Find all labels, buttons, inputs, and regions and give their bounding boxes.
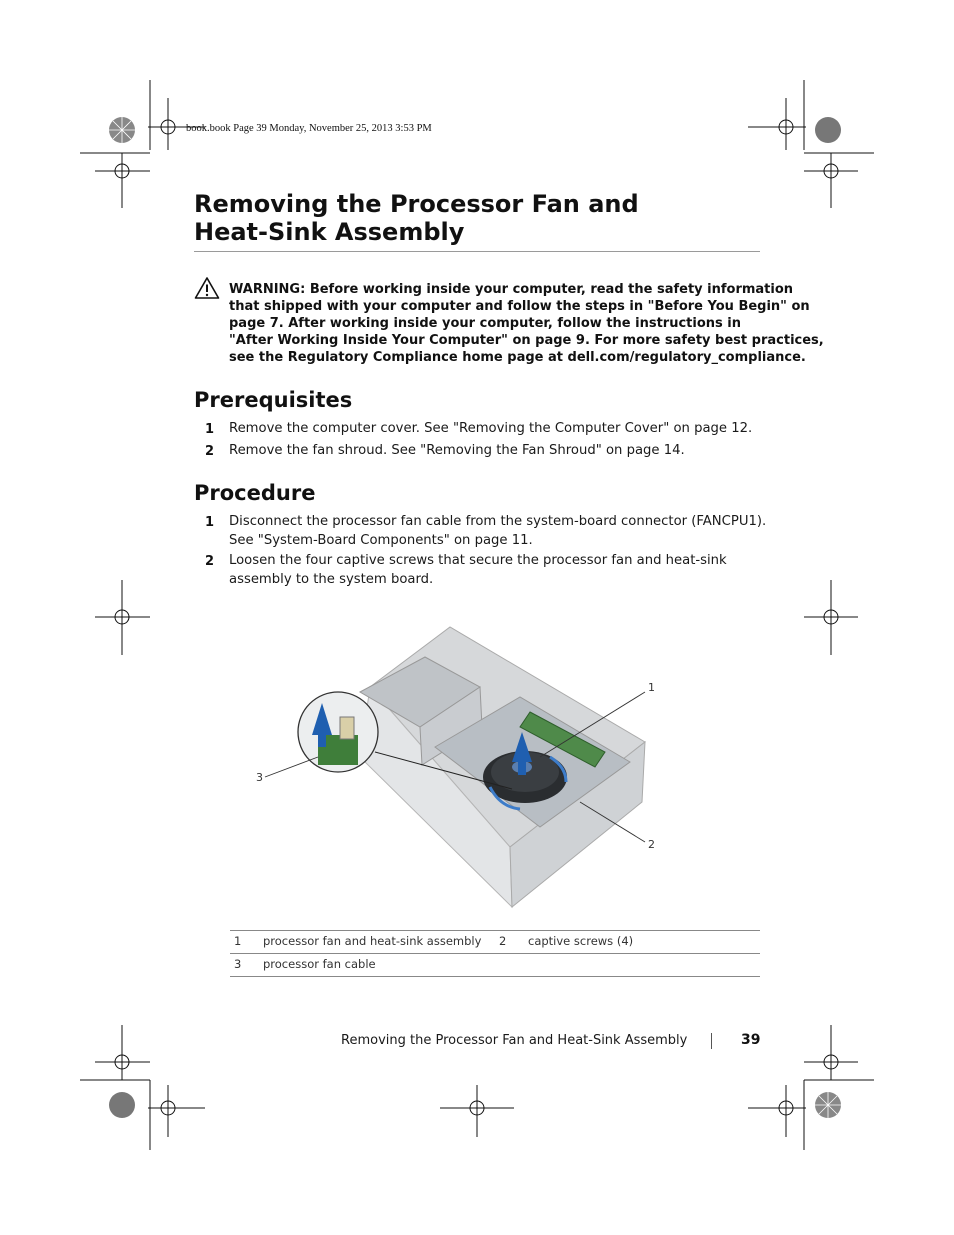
legend-number: 3 [234,957,242,971]
legend-label: processor fan and heat-sink assembly [263,934,482,948]
warning-line: see the Regulatory Compliance home page at dell.com/regulatory_compliance. [229,350,806,365]
prereq-step-line: Remove the fan shroud. See "Removing the Fan Shroud" on page 14. [229,443,685,458]
procedure-step-number: 1 [205,515,215,530]
callout-number: 2 [648,838,655,851]
legend-number: 2 [499,934,507,948]
procedure-step-text [229,513,766,550]
prerequisites-heading: Prerequisites [194,388,353,412]
prereq-step-line: Remove the computer cover. See "Removing the Computer Cover" on page 12. [229,421,753,436]
warning-triangle-icon [194,276,220,300]
procedure-step-number: 2 [205,554,215,569]
heat-sink-illustration [250,617,670,917]
warning-line: WARNING: Before working inside your computer, read the safety information [229,282,794,297]
prereq-step-number: 1 [205,422,215,437]
prereq-step-text [229,442,685,461]
page-number: 39 [741,1032,761,1048]
warning-line: that shipped with your computer and follow the steps in "Before You Begin" on [229,299,810,314]
prereq-step-text [229,420,752,439]
procedure-step-line: Loosen the four captive screws that secure the processor fan and heat-sink [229,553,727,568]
procedure-step-line: See "System-Board Components" on page 11. [229,532,533,548]
warning-line: page 7. After working inside your computer, follow the instructions in [229,316,741,331]
title-rule [194,251,760,252]
prereq-step-number: 2 [205,444,215,459]
callout-number: 1 [648,681,655,694]
table-row [230,930,760,953]
procedure-step-text [229,552,727,589]
callout-number: 3 [256,771,263,784]
procedure-step-line: Disconnect the processor fan cable from the system-board connector (FANCPU1). [229,514,767,529]
legend-table [230,930,760,977]
legend-label: captive screws (4) [528,934,634,948]
procedure-heading: Procedure [194,481,316,505]
print-stamp: book.book Page 39 Monday, November 25, 2013 3:53 PM [186,123,432,134]
warning-text [229,281,824,366]
table-row [230,953,760,977]
legend-label: processor fan cable [263,957,376,971]
footer-divider [711,1033,712,1049]
page-title-line-1: Removing the Processor Fan and [194,190,639,218]
warning-line: "After Working Inside Your Computer" on page 9. For more safety best practices, [229,333,824,348]
legend-number: 1 [234,934,242,948]
page-title-line-2: Heat-Sink Assembly [194,218,465,246]
footer-title: Removing the Processor Fan and Heat-Sink Assembly [341,1033,688,1048]
page-title [194,190,760,246]
procedure-step-line: assembly to the system board. [229,571,434,587]
